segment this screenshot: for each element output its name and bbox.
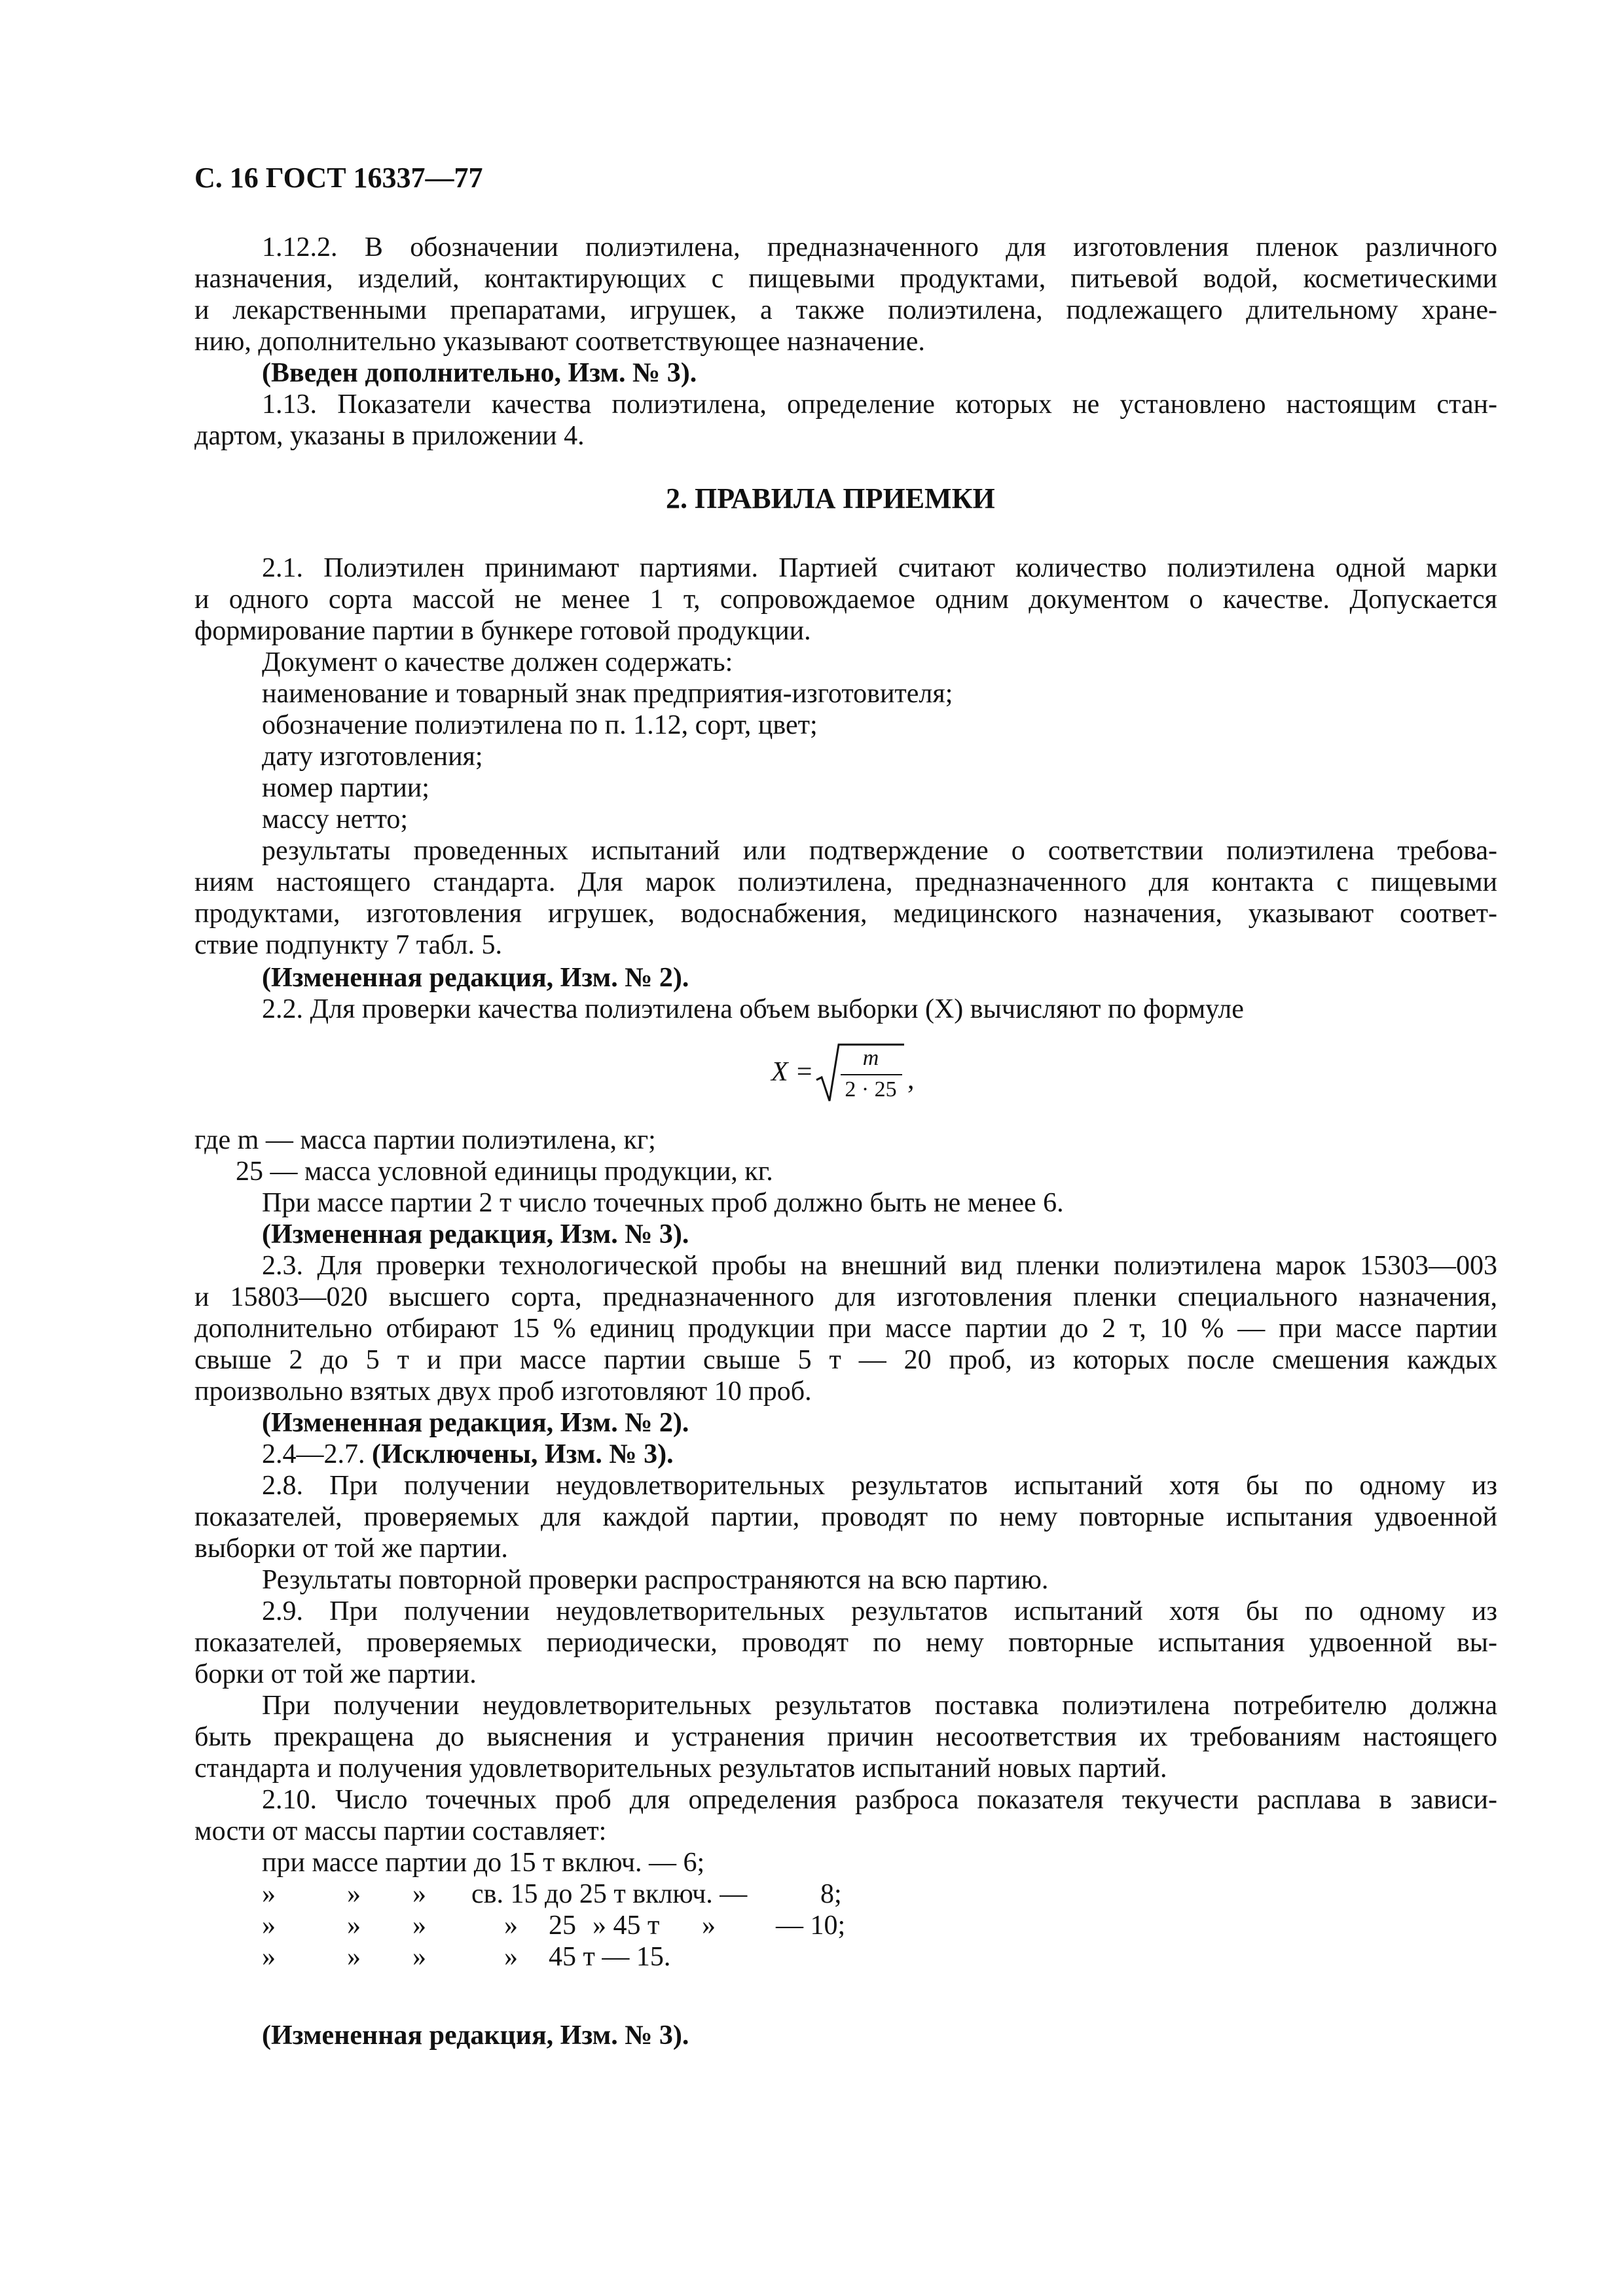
ditto-mark: »: [504, 1942, 518, 1972]
list-item: наименование и товарный знак предприятия-изготовителя;: [262, 679, 953, 709]
sample-row-value: 8;: [820, 1879, 842, 1909]
paragraph-line: дартом, указаны в приложении 4.: [194, 421, 585, 451]
paragraph-line: ствие подпункту 7 табл. 5.: [194, 930, 502, 960]
formula-lhs: X =: [771, 1057, 814, 1087]
paragraph-line: нию, дополнительно указывают соответствующее назначение.: [194, 327, 925, 357]
sample-row-text: 45 т — 15.: [549, 1942, 671, 1972]
ditto-mark: »: [412, 1879, 426, 1909]
list-item: обозначение полиэтилена по п. 1.12, сорт, цвет;: [262, 710, 818, 740]
amendment-note: (Исключены, Изм. № 3).: [372, 1439, 674, 1469]
paragraph-line: 1.13. Показатели качества полиэтилена, определение которых не установлено настоящим стан-: [262, 389, 1497, 420]
list-item: массу нетто;: [262, 804, 409, 834]
ditto-mark: »: [262, 1879, 276, 1909]
ditto-mark: »: [702, 1910, 716, 1941]
paragraph-line: выборки от той же партии.: [194, 1534, 508, 1564]
sample-row-text: 25: [549, 1910, 576, 1941]
paragraph-line: дополнительно отбирают 15 % единиц продукции при массе партии до 2 т, 10 % — при массе партии: [194, 1314, 1497, 1344]
paragraph-line: стандарта и получения удовлетворительных результатов испытаний новых партий.: [194, 1753, 1167, 1784]
paragraph-line: ниям настоящего стандарта. Для марок полиэтилена, предназначенного для контакта с пищевыми: [194, 867, 1497, 897]
paragraph-line: 2.1. Полиэтилен принимают партиями. Партией считают количество полиэтилена одной марки: [262, 553, 1497, 583]
clause-number: 2.4—2.7.: [262, 1439, 365, 1469]
paragraph-line: показателей, проверяемых периодически, проводят по нему повторные испытания удвоенной вы-: [194, 1628, 1497, 1658]
paragraph-line: борки от той же партии.: [194, 1659, 477, 1689]
amendment-note: (Измененная редакция, Изм. № 2).: [262, 1408, 689, 1438]
paragraph-line: 2.9. При получении неудовлетворительных результатов испытаний хотя бы по одному из: [262, 1596, 1497, 1626]
formula-denominator: 2 · 25: [845, 1077, 897, 1102]
amendment-note: (Измененная редакция, Изм. № 3).: [262, 2020, 689, 2051]
formula-numerator: m: [862, 1046, 879, 1070]
list-item: номер партии;: [262, 773, 429, 803]
paragraph-line: 2.8. При получении неудовлетворительных результатов испытаний хотя бы по одному из: [262, 1471, 1497, 1501]
ditto-mark: »: [347, 1910, 361, 1941]
ditto-mark: »: [262, 1942, 276, 1972]
paragraph-line: где m — масса партии полиэтилена, кг;: [194, 1125, 656, 1155]
paragraph-line: Результаты повторной проверки распространяются на всю партию.: [262, 1565, 1049, 1595]
paragraph-line: 2.2. Для проверки качества полиэтилена объем выборки (X) вычисляют по формуле: [262, 994, 1244, 1024]
paragraph-line: результаты проведенных испытаний или подтверждение о соответствии полиэтилена требова-: [262, 836, 1497, 866]
ditto-mark: »: [504, 1910, 518, 1941]
sample-row-value: — 10;: [776, 1910, 846, 1941]
paragraph-line: 2.3. Для проверки технологической пробы на внешний вид пленки полиэтилена марок 15303—003: [262, 1251, 1497, 1281]
paragraph-line: назначения, изделий, контактирующих с пищевыми продуктами, питьевой водой, косметическими: [194, 264, 1497, 294]
paragraph-line: При получении неудовлетворительных результатов поставка полиэтилена потребителю должна: [262, 1691, 1497, 1721]
page-header: С. 16 ГОСТ 16337—77: [194, 162, 483, 194]
paragraph-line: свыше 2 до 5 т и при массе партии свыше 5 т — 20 проб, из которых после смешения каждых: [194, 1345, 1497, 1375]
sample-row-text: » 45 т: [593, 1910, 660, 1941]
formula-tail: ,: [907, 1065, 915, 1095]
ditto-mark: »: [412, 1942, 426, 1972]
list-item: дату изготовления;: [262, 742, 483, 772]
sample-row-text: св. 15 до 25 т включ. —: [471, 1879, 748, 1909]
paragraph-line: 25 — масса условной единицы продукции, кг.: [236, 1157, 773, 1187]
list-item: Документ о качестве должен содержать:: [262, 647, 733, 677]
ditto-mark: »: [262, 1910, 276, 1941]
ditto-mark: »: [347, 1942, 361, 1972]
paragraph-line: быть прекращена до выяснения и устранения причин несоответствия их требованиям настоящего: [194, 1722, 1497, 1752]
ditto-mark: »: [347, 1879, 361, 1909]
paragraph-line: произвольно взятых двух проб изготовляют 10 проб.: [194, 1376, 812, 1407]
ditto-mark: »: [412, 1910, 426, 1941]
paragraph-line: показателей, проверяемых для каждой партии, проводят по нему повторные испытания удвоенной: [194, 1502, 1497, 1532]
paragraph-line: 1.12.2. В обозначении полиэтилена, предназначенного для изготовления пленок различного: [262, 232, 1497, 262]
paragraph-line: [262, 1438, 674, 1471]
paragraph-line: продуктами, изготовления игрушек, водоснабжения, медицинского назначения, указывают соответ-: [194, 899, 1497, 929]
amendment-note: (Введен дополнительно, Изм. № 3).: [262, 358, 697, 388]
section-title: 2. ПРАВИЛА ПРИЕМКИ: [666, 482, 995, 514]
paragraph-line: 2.10. Число точечных проб для определения разброса показателя текучести расплава в зависи-: [262, 1785, 1497, 1815]
amendment-note: (Измененная редакция, Изм. № 3).: [262, 1219, 689, 1249]
fraction-bar: [841, 1074, 902, 1075]
paragraph-line: формирование партии в бункере готовой продукции.: [194, 616, 811, 646]
sample-row: при массе партии до 15 т включ. — 6;: [262, 1848, 705, 1878]
paragraph-line: мости от массы партии составляет:: [194, 1816, 607, 1846]
paragraph-line: и 15803—020 высшего сорта, предназначенного для изготовления пленки специального назначения,: [194, 1282, 1497, 1312]
paragraph-line: и одного сорта массой не менее 1 т, сопровождаемое одним документом о качестве. Допускается: [194, 584, 1497, 615]
paragraph-line: При массе партии 2 т число точечных проб должно быть не менее 6.: [262, 1188, 1064, 1218]
paragraph-line: и лекарственными препаратами, игрушек, а также полиэтилена, подлежащего длительному хране-: [194, 295, 1497, 325]
amendment-note: (Измененная редакция, Изм. № 2).: [262, 963, 689, 993]
